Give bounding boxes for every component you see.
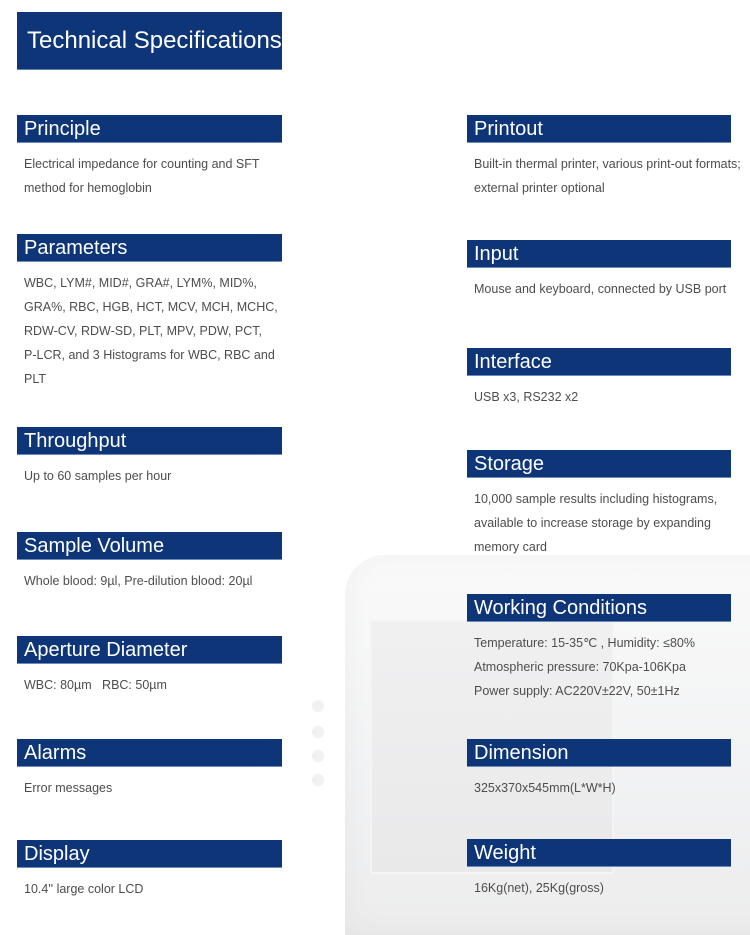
spec-line: memory card <box>474 540 547 554</box>
spec-line: WBC: 80µm RBC: 50µm <box>24 678 167 692</box>
section-header: Alarms <box>17 739 282 767</box>
section-header: Printout <box>467 115 731 143</box>
spec-alarms <box>17 739 282 800</box>
spec-input <box>467 240 731 301</box>
spec-line: Electrical impedance for counting and SFT <box>24 157 260 171</box>
spec-working-conditions <box>467 594 731 703</box>
spec-display <box>17 840 282 901</box>
spec-line: Temperature: 15-35℃ , Humidity: ≤80% <box>474 636 695 650</box>
spec-line: Mouse and keyboard, connected by USB port <box>474 282 727 296</box>
spec-interface <box>467 348 731 409</box>
spec-printout <box>467 115 741 200</box>
page-title: Technical Specifications <box>17 12 282 70</box>
background-device-button <box>312 726 324 738</box>
spec-weight <box>467 839 731 900</box>
section-header: Principle <box>17 115 282 143</box>
spec-line: method for hemoglobin <box>24 181 152 195</box>
spec-line: Atmospheric pressure: 70Kpa-106Kpa <box>474 660 686 674</box>
section-header: Weight <box>467 839 731 867</box>
section-header: Aperture Diameter <box>17 636 282 664</box>
spec-line: Whole blood: 9µl, Pre-dilution blood: 20µl <box>24 574 253 588</box>
spec-storage <box>467 450 731 559</box>
spec-line: Built-in thermal printer, various print-out formats; <box>474 157 741 171</box>
spec-line: WBC, LYM#, MID#, GRA#, LYM%, MID%, <box>24 276 257 290</box>
spec-line: RDW-CV, RDW-SD, PLT, MPV, PDW, PCT, <box>24 324 263 338</box>
spec-line: external printer optional <box>474 181 605 195</box>
section-header: Dimension <box>467 739 731 767</box>
section-header: Interface <box>467 348 731 376</box>
section-header: Input <box>467 240 731 268</box>
spec-line: P-LCR, and 3 Histograms for WBC, RBC and <box>24 348 275 362</box>
spec-sample-volume <box>17 532 282 593</box>
spec-line: Error messages <box>24 781 113 795</box>
spec-line: 325x370x545mm(L*W*H) <box>474 781 616 795</box>
spec-line: GRA%, RBC, HGB, HCT, MCV, MCH, MCHC, <box>24 300 278 314</box>
spec-line: USB x3, RS232 x2 <box>474 390 579 404</box>
spec-line: 16Kg(net), 25Kg(gross) <box>474 881 604 895</box>
spec-line: 10,000 sample results including histograms, <box>474 492 718 506</box>
spec-line: PLT <box>24 372 46 386</box>
section-header: Sample Volume <box>17 532 282 560</box>
background-device-button <box>312 700 324 712</box>
section-header: Display <box>17 840 282 868</box>
section-header: Storage <box>467 450 731 478</box>
background-device-button <box>312 774 324 786</box>
background-device-button <box>312 750 324 762</box>
section-header: Parameters <box>17 234 282 262</box>
section-header: Working Conditions <box>467 594 731 622</box>
spec-principle <box>17 115 282 200</box>
section-header: Throughput <box>17 427 282 455</box>
spec-line: 10.4'' large color LCD <box>24 882 144 896</box>
spec-line: Power supply: AC220V±22V, 50±1Hz <box>474 684 680 698</box>
spec-throughput <box>17 427 282 488</box>
spec-aperture-diameter <box>17 636 282 697</box>
spec-line: Up to 60 samples per hour <box>24 469 172 483</box>
spec-line: available to increase storage by expanding <box>474 516 711 530</box>
spec-dimension <box>467 739 731 800</box>
spec-parameters <box>17 234 282 391</box>
